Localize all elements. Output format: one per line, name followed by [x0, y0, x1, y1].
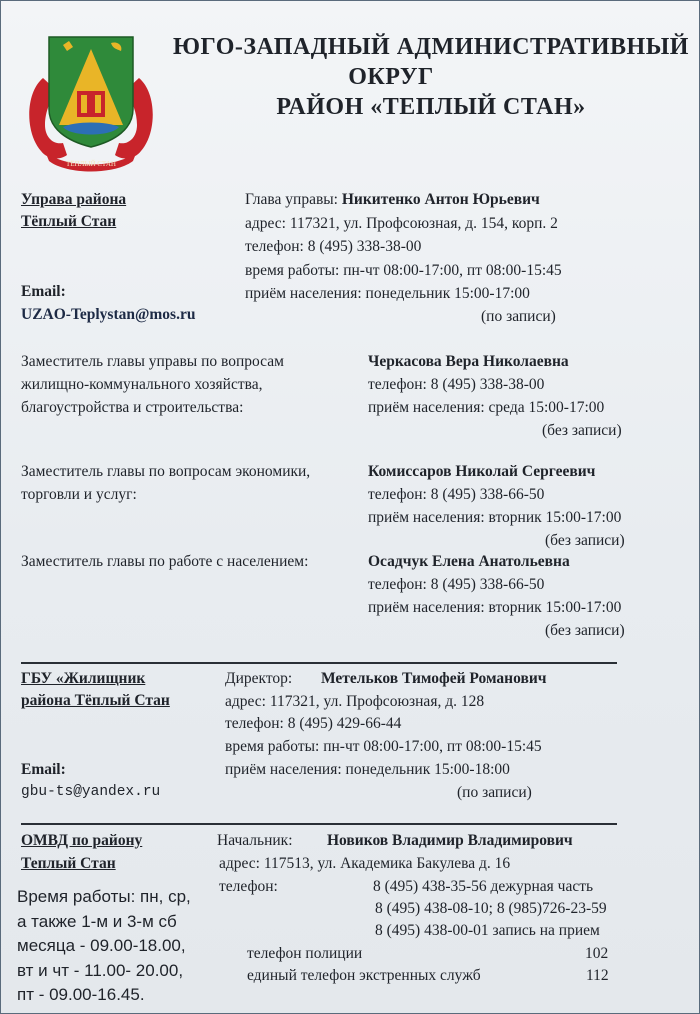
omvd-address: адрес: 117513, ул. Академика Бакулева д. 16 [219, 855, 511, 872]
gbu-email-link: gbu-ts@yandex.ru [21, 784, 161, 800]
emblem-ribbon-text: ТЁПЛЫЙ СТАН [66, 160, 116, 168]
deputy-2-role-line-1: Заместитель главы по вопросам экономики, [21, 463, 311, 480]
deputy-3-note: (без записи) [545, 622, 625, 639]
gbu-director-label: Директор: [225, 670, 293, 687]
section-divider [21, 823, 617, 825]
omvd-emergency-number: 112 [586, 967, 609, 984]
omvd-chief-name: Новиков Владимир Владимирович [327, 832, 573, 849]
deputy-3-role-line-1: Заместитель главы по работе с населением: [21, 553, 309, 570]
deputy-1-role-line-3: благоустройства и строительства: [21, 399, 244, 416]
uprava-hours: время работы: пн-чт 08:00-17:00, пт 08:00-15:45 [245, 262, 562, 279]
header-line-1: ЮГО-ЗАПАДНЫЙ АДМИНИСТРАТИВНЫЙ [173, 34, 689, 60]
deputy-2-reception: приём населения: вторник 15:00-17:00 [368, 509, 622, 526]
omvd-phone-label: телефон: [219, 878, 278, 895]
deputy-2-phone: телефон: 8 (495) 338-66-50 [368, 486, 545, 503]
uprava-email-link: UZAO-Teplystan@mos.ru [21, 306, 196, 323]
deputy-3-reception: приём населения: вторник 15:00-17:00 [368, 599, 622, 616]
omvd-name-line-1: ОМВД по району [21, 832, 143, 849]
gbu-director-name: Метельков Тимофей Романович [321, 670, 547, 687]
deputy-1-name: Черкасова Вера Николаевна [368, 353, 569, 370]
gbu-hours: время работы: пн-чт 08:00-17:00, пт 08:00-15:45 [225, 738, 542, 755]
omvd-hours-line: вт и чт - 11.00- 20.00, [17, 960, 184, 980]
omvd-hours-line: месяца - 09.00-18.00, [17, 936, 186, 955]
uprava-head-name: Никитенко Антон Юрьевич [341, 191, 540, 208]
uprava-name-line-1: Управа района [21, 191, 127, 208]
omvd-phone-3: 8 (495) 438-00-01 запись на прием [375, 922, 600, 939]
deputy-3-name: Осадчук Елена Анатольевна [368, 553, 570, 570]
gbu-address: адрес: 117321, ул. Профсоюзная, д. 128 [225, 693, 485, 710]
omvd-emergency-label: единый телефон экстренных служб [247, 967, 481, 984]
header-line-2: ОКРУГ [348, 64, 434, 90]
omvd-hours-line: пт - 09.00-16.45. [17, 985, 145, 1004]
deputy-1-reception: приём населения: среда 15:00-17:00 [368, 399, 605, 416]
omvd-hours-block [17, 885, 191, 1008]
section-divider [21, 662, 617, 664]
omvd-phone-2: 8 (495) 438-08-10; 8 (985)726-23-59 [375, 900, 607, 917]
header-line-3: РАЙОН «ТЕПЛЫЙ СТАН» [276, 94, 586, 120]
gbu-reception: приём населения: понедельник 15:00-18:00 [225, 761, 510, 778]
deputy-2-note: (без записи) [545, 532, 625, 549]
uprava-name-line-2: Тёплый Стан [21, 213, 117, 230]
gbu-name-line-2: района Тёплый Стан [21, 692, 170, 709]
omvd-chief-label: Начальник: [217, 832, 293, 849]
deputy-3-phone: телефон: 8 (495) 338-66-50 [368, 576, 545, 593]
deputy-2-role-line-2: торговли и услуг: [21, 486, 137, 503]
omvd-name-line-2: Теплый Стан [21, 855, 116, 872]
uprava-head-line [245, 191, 540, 209]
gbu-reception-note: (по записи) [457, 784, 532, 801]
gbu-email-label: Email: [21, 761, 66, 778]
gbu-name-line-1: ГБУ «Жилищник [21, 670, 146, 687]
uprava-reception-note: (по записи) [481, 308, 556, 325]
omvd-police-number: 102 [585, 945, 609, 962]
deputy-1-phone: телефон: 8 (495) 338-38-00 [368, 376, 545, 393]
deputy-1-role-line-2: жилищно-коммунального хозяйства, [21, 376, 263, 393]
uprava-head-label: Глава управы: [245, 191, 342, 208]
uprava-reception: приём населения: понедельник 15:00-17:00 [245, 285, 530, 302]
omvd-police-label: телефон полиции [247, 945, 363, 962]
deputy-2-name: Комиссаров Николай Сергеевич [368, 463, 596, 480]
deputy-1-role-line-1: Заместитель главы управы по вопросам [21, 353, 284, 370]
uprava-email-label: Email: [21, 283, 66, 300]
district-coat-of-arms-icon [23, 33, 159, 173]
uprava-phone: телефон: 8 (495) 338-38-00 [245, 238, 422, 255]
uprava-address: адрес: 117321, ул. Профсоюзная, д. 154, корп. 2 [245, 215, 558, 232]
omvd-hours-line: а также 1-м и 3-м сб [17, 911, 177, 931]
gbu-phone: телефон: 8 (495) 429-66-44 [225, 715, 402, 732]
deputy-1-note: (без записи) [542, 422, 622, 439]
omvd-phone-1: 8 (495) 438-35-56 дежурная часть [373, 878, 594, 895]
omvd-hours-line: Время работы: пн, ср, [17, 887, 191, 906]
